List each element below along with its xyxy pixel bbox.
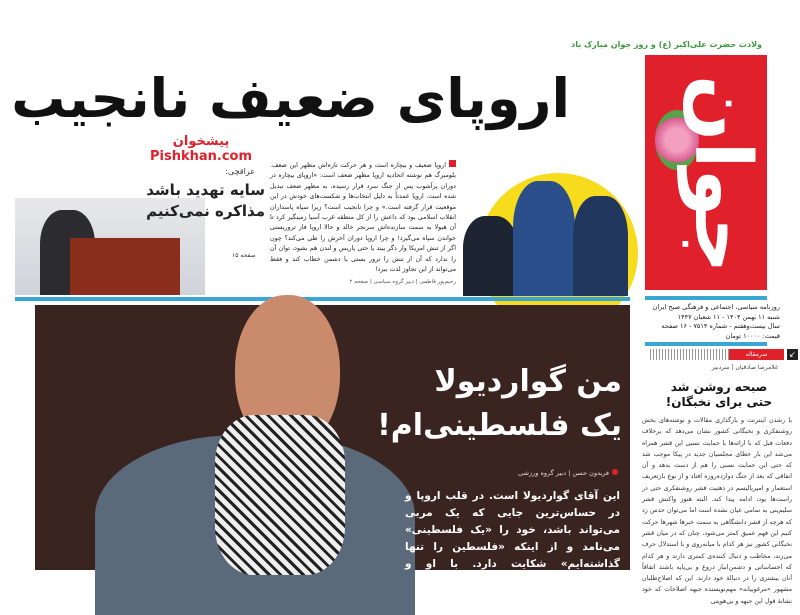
watermark-fa: پیشخوان xyxy=(172,134,230,149)
editorial-author: غلامرضا صادقیان | سردبیر xyxy=(711,364,778,371)
divider xyxy=(645,342,767,346)
feature-body: این آقای گواردیولا است. در قلب اروپا و در حساس‌ترین جایی که یک مربی می‌تواند باشد، خود را «یک فلسطینی» می‌نامد و از اینکه «فلسطین را تنها گذاشته‌ایم» شکایت دارد. با او و مقایسه‌اش با برخی فوتبالیست‌ها و xyxy=(405,490,620,587)
logo-text: جوان xyxy=(677,75,767,274)
newspaper-logo xyxy=(645,55,767,290)
feature-section xyxy=(35,305,630,587)
title-line: حتی برای نخبگان! xyxy=(665,395,773,409)
page-reference: صفحه ۱۵ xyxy=(232,252,256,259)
title-line: من گواردیولا xyxy=(434,364,622,399)
occasion-note: ولادت حضرت علی‌اکبر (ع) و روز جوان مبارک باد xyxy=(571,40,762,49)
lead-article xyxy=(270,160,456,288)
feature-byline: فریدون حسن | دبیر گروه ورزشی xyxy=(518,469,618,477)
masthead-line: روزنامه سیاسی، اجتماعی و فرهنگی صبح ایران xyxy=(652,303,780,311)
title-line: یک فلسطینی‌ام! xyxy=(377,408,622,443)
araghchi-headline[interactable]: سایه تهدید باشد مذاکره نمی‌کنیم xyxy=(146,181,265,220)
pishkhan-watermark xyxy=(150,134,252,164)
guardiola-photo xyxy=(195,295,395,585)
masthead-info xyxy=(630,303,780,341)
feature-headline[interactable] xyxy=(377,360,622,448)
person-figure xyxy=(513,181,575,296)
editorial-label: سرمقاله xyxy=(729,349,784,360)
title-line: صبحه روشن شد xyxy=(670,380,768,394)
masthead-line: قیمت: ۱۰۰۰۰ تومان xyxy=(725,331,780,340)
person-figure xyxy=(463,216,518,296)
masthead-line: شنبه ۱۱ بهمن ۱۴۰۴ - ۱۱ شعبان ۱۴۴۷ xyxy=(677,312,780,321)
podium xyxy=(70,238,180,295)
editorial-title[interactable] xyxy=(644,380,794,410)
masthead-line: سال بیست‌وهفتم - شماره ۷۵۱۴ - ۱۶ صفحه xyxy=(661,322,780,330)
top-strip xyxy=(0,0,800,30)
stripes-decoration xyxy=(650,349,729,360)
keffiyeh-scarf xyxy=(215,415,345,575)
lead-byline: رحیم‌پور فاطمی | دبیر گروه سیاسی | صفحه ۲ xyxy=(349,279,456,286)
editorial-body: با رشدن اینترنت و بارگذاری مقالات و نوشته‌های بخش روشنفکری و نخبگانی کشور نشان می‌دهد که برخلاف دفعات قبل که با ارائه‌ها با حمایت نسبی این قشر همراه می‌شد این بار خطای مجلسیان جدید در پیکا موجب شد که حتی این حمایت نسبی را هم از دست بدهد و آن اتفاقی که بعد از جنگ دوازده‌روزه افتاد و از نوع بازتعریف استعمار و امپریالیسم در ذهنیت قشر روشنفکری حتی در راست‌ها بود، ادامه پیدا کند. البته هنوز واکنش قشر سلیم‌پنی به تمامی عیان نشده است اما می‌توان حدس زد که هرچه از قشر دانشگاهی به سمت خبرها شهرها حرکت کنیم این فهم عمیق کمتر می‌شود، چنان که در میان قشر نخبگانی کشور نیز هر کدام با میانه‌روی و با استدلال حرف می‌زند، مخاطب و دنبال کننده‌ی کمتری دارند و هر کدام که احساساتی و دشمن‌انبار دروغ و بی‌پایه باشند اتفاقاً آنان بیشتری را در دنبالهٔ خود دارند. این که اصلاح‌طلبان مشهور «مرغوبیانه» مهم‌نویسنده جبهه اصلاحات که خود نشانهٔ قول این جبهه و بی‌هویتی xyxy=(642,417,792,605)
arrow-icon: ↙ xyxy=(787,349,798,360)
editorial-bar xyxy=(650,349,798,360)
lead-headline[interactable]: اروپای ضعیف نانجیب xyxy=(11,67,570,130)
leaders-photo xyxy=(458,168,630,296)
watermark-en: Pishkhan.com xyxy=(150,149,253,164)
bullet-icon xyxy=(449,160,456,167)
person-figure xyxy=(573,196,628,296)
araghchi-kicker: عراقچی: xyxy=(225,167,255,176)
lead-body: اروپا ضعیف و بیچاره است و هر حرکت تازه‌اش مظهر این ضعف. بلومبرگ هم نوشته اتحادیه اروپا مظهر ضعف است: «اروپای بیچاره در دوران پرآشوب پس از جنگ سرد قرار رسیده، به مظهر ضعف تبدیل شده است. اروپا عمدتاً به دلیل انتخاب‌ها و شکست‌های خودش در این موقعیت قرار گرفته است.» و چرا نانجیب است؟ زیرا سپاه پاسداران انقلاب اسلامی بود که داعش را از کل منطقه غرب آسیا زمینگیر کرد تا آن هیولا به سمت سازنده‌اش سرنجر خالد و حالا اروپا فاز تروریستی خواندن سپاه می‌گیرد! و چرا اروپا دوران آخرش را طی می‌کند؟ چون اگر از تنش امریکا وار دگر بیند یا حتی پاریس و لندن هم بشود، توان آن را ندارد که آن از تنش را ترور بستی یا دشمن خطاب کند و فقط می‌تواند از این تجاوز لذت ببرد! xyxy=(270,162,456,274)
divider xyxy=(645,296,767,300)
